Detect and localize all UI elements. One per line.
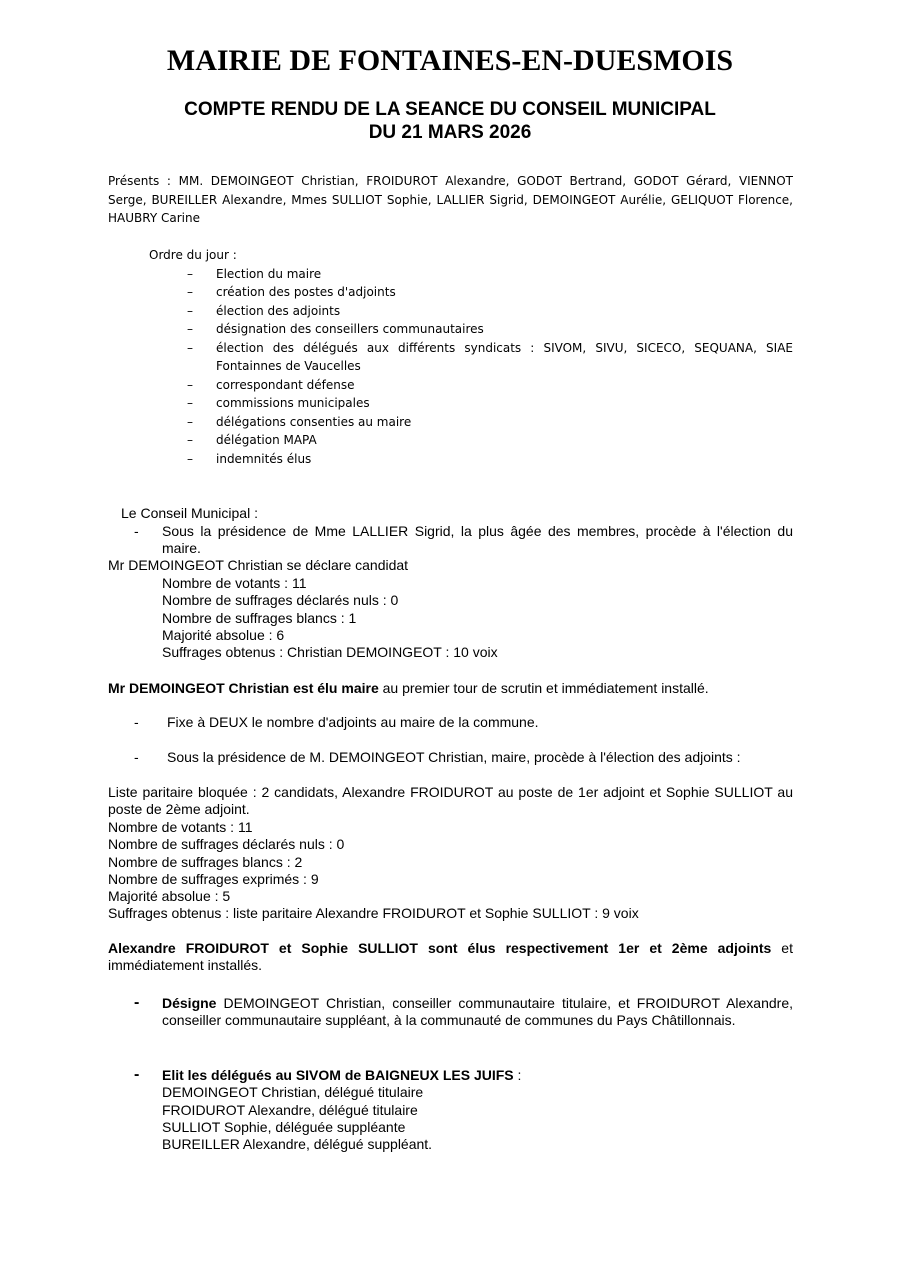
agenda-title: Ordre du jour :	[149, 248, 237, 262]
agenda-dash: –	[187, 340, 193, 355]
deputies-elected-rest: et immédiatement installés.	[108, 940, 793, 974]
agenda-item	[149, 376, 793, 395]
subtitle-line-2: DU 21 MARS 2026	[368, 122, 532, 143]
bullet-dash: -	[134, 523, 139, 539]
agenda-item	[149, 339, 793, 376]
agenda-item	[149, 302, 793, 321]
designate-bold: Désigne	[162, 995, 217, 1011]
mayor-elected-statement	[108, 680, 793, 697]
bullet-dash: -	[134, 714, 139, 730]
vote-result-line: Nombre de votants : 11	[108, 819, 253, 835]
agenda-item	[149, 283, 793, 302]
agenda-item	[149, 413, 793, 432]
vote-result-line: Nombre de suffrages blancs : 1	[162, 609, 357, 626]
agenda-item-text: indemnités élus	[216, 451, 312, 466]
agenda-item	[149, 450, 793, 469]
sivom-delegates-list	[162, 1084, 793, 1153]
agenda-item-text: Election du maire	[216, 266, 322, 281]
deputies-elected-statement	[108, 940, 793, 975]
mayor-elected-bold: Mr DEMOINGEOT Christian est élu maire	[108, 680, 379, 696]
sivom-heading-colon: :	[513, 1067, 522, 1083]
agenda-dash: –	[187, 322, 193, 336]
council-intro: Le Conseil Municipal :	[121, 505, 258, 521]
agenda-dash: –	[187, 266, 193, 281]
page-title: MAIRIE DE FONTAINES-EN-DUESMOIS	[166, 44, 734, 77]
vote-result-line: Nombre de suffrages exprimés : 9	[108, 870, 319, 887]
vote-result-line: Majorité absolue : 5	[108, 888, 231, 905]
mayor-candidate: Mr DEMOINGEOT Christian se déclare candidat	[108, 557, 409, 573]
bullet-dash: -	[134, 994, 140, 1011]
agenda-dash: –	[187, 396, 193, 410]
sivom-heading	[162, 1067, 793, 1084]
sivom-delegates-section	[162, 1067, 793, 1153]
agenda-item-text: délégations consenties au maire	[216, 414, 412, 429]
agenda-item	[149, 431, 793, 450]
agenda-dash: –	[187, 433, 193, 447]
blocked-list-description: Liste paritaire bloquée : 2 candidats, Alexandre FROIDUROT au poste de 1er adjoint et Sophie SULLIOT au poste de 2ème adjoint.	[108, 784, 793, 818]
agenda-dash: –	[187, 285, 193, 299]
bullet-dash: -	[134, 749, 139, 765]
agenda-item-text: délégation MAPA	[216, 433, 317, 447]
document-subtitle	[0, 98, 900, 144]
agenda-item-text: création des postes d'adjoints	[216, 285, 396, 299]
agenda-item	[149, 265, 793, 284]
designate-rest: DEMOINGEOT Christian, conseiller communautaire titulaire, et FROIDUROT Alexandre, conseiller communautaire suppléant, à la communauté de communes du Pays Châtillonnais.	[162, 995, 793, 1029]
sivom-heading-bold: Elit les délégués au SIVOM de BAIGNEUX LES JUIFS	[162, 1067, 514, 1083]
agenda-item-text: désignation des conseillers communautaires	[216, 322, 484, 336]
community-councillors-designation	[162, 995, 793, 1030]
deputies-vote-results	[108, 819, 793, 923]
vote-result-line: Nombre de votants : 11	[162, 575, 307, 591]
delegate-line: SULLIOT Sophie, déléguée suppléante	[162, 1118, 406, 1135]
agenda-dash: –	[187, 377, 193, 392]
agenda-item	[149, 320, 793, 339]
bullet-dash: -	[134, 1066, 140, 1083]
subtitle-line-1: COMPTE RENDU DE LA SEANCE DU CONSEIL MUNICIPAL	[184, 99, 716, 120]
delegate-line: BUREILLER Alexandre, délégué suppléant.	[162, 1136, 433, 1153]
vote-result-line: Majorité absolue : 6	[162, 626, 285, 643]
agenda-item-text: commissions municipales	[216, 396, 370, 410]
vote-result-line: Nombre de suffrages déclarés nuls : 0	[162, 592, 399, 609]
agenda-item-text: élection des adjoints	[216, 303, 341, 318]
mayor-elected-rest: au premier tour de scrutin et immédiatement installé.	[378, 680, 709, 696]
vote-result-line: Nombre de suffrages blancs : 2	[108, 853, 303, 870]
presidence-deputies-election: Sous la présidence de M. DEMOINGEOT Christian, maire, procède à l'élection des adjoints :	[167, 749, 741, 765]
presidence-mayor-election: Sous la présidence de Mme LALLIER Sigrid, la plus âgée des membres, procède à l'élection du maire.	[162, 523, 793, 557]
agenda-list	[149, 265, 793, 469]
deputies-elected-bold: Alexandre FROIDUROT et Sophie SULLIOT sont élus respectivement 1er et 2ème adjoints	[108, 940, 772, 956]
delegate-line: FROIDUROT Alexandre, délégué titulaire	[162, 1101, 418, 1118]
agenda-dash: –	[187, 303, 193, 318]
delegate-line: DEMOINGEOT Christian, délégué titulaire	[162, 1084, 424, 1101]
agenda-item-text: élection des délégués aux différents syndicats : SIVOM, SIVU, SICECO, SEQUANA, SIAE Fontainnes de Vaucelles	[216, 340, 793, 373]
vote-result-line: Suffrages obtenus : Christian DEMOINGEOT : 10 voix	[162, 644, 498, 661]
fix-deputies-count: Fixe à DEUX le nombre d'adjoints au maire de la commune.	[167, 714, 539, 730]
agenda-item-text: correspondant défense	[216, 377, 355, 392]
agenda-dash: –	[187, 451, 193, 466]
agenda-section	[149, 246, 793, 468]
vote-result-line: Nombre de suffrages déclarés nuls : 0	[108, 836, 345, 853]
vote-result-line: Suffrages obtenus : liste paritaire Alexandre FROIDUROT et Sophie SULLIOT : 9 voix	[108, 905, 639, 922]
agenda-dash: –	[187, 414, 193, 429]
mayor-vote-results	[162, 575, 498, 661]
agenda-item	[149, 394, 793, 413]
attendees-paragraph: Présents : MM. DEMOINGEOT Christian, FROIDUROT Alexandre, GODOT Bertrand, GODOT Gérard, VIENNOT Serge, BUREILLER Alexandre, Mmes SULLIOT Sophie, LALLIER Sigrid, DEMOINGEOT Aurélie, GELIQUOT Florence, HAUBRY Carine	[108, 174, 793, 225]
